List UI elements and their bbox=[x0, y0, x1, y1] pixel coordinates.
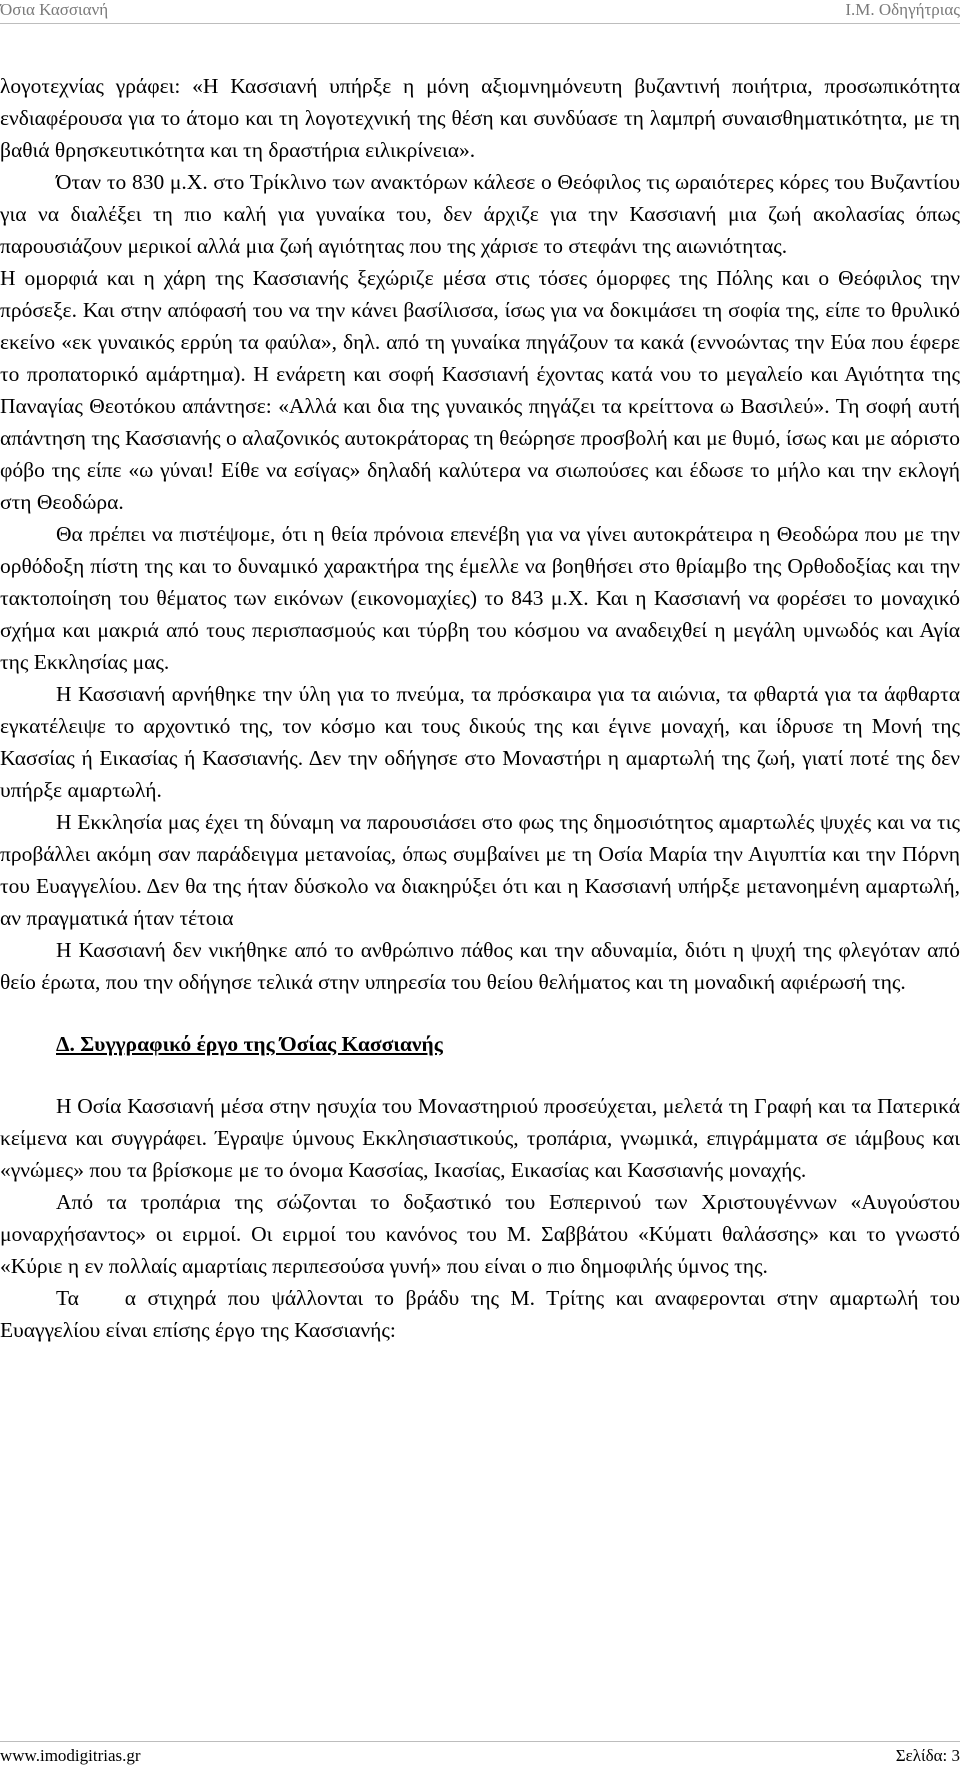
running-header bbox=[0, 0, 960, 24]
body-paragraph: Η Εκκλησία μας έχει τη δύναμη να παρουσιάσει στο φως της δημοσιότητος αμαρτωλές ψυχές και να τις προβάλλει ακόμη σαν παράδειγμα μετανοίας, όπως συμβαίνει με τη Οσία Μαρία την Αιγυπτία και την Πόρνη του Ευαγγελίου. Δεν θα της ήταν δύσκολο να διακηρύξει ότι και η Κασσιανή υπήρξε μετανοημένη αμαρτωλή, αν πραγματικά ήταν τέτοια bbox=[0, 810, 960, 930]
footer-page-number: Σελίδα: 3 bbox=[895, 1746, 960, 1765]
body-paragraph: Η ομορφιά και η χάρη της Κασσιανής ξεχώριζε μέσα στις τόσες όμορφες της Πόλης και ο Θεόφιλος την πρόσεξε. Και στην απόφασή του να την κάνει βασίλισσα, ίσως για να δοκιμάσει τη σοφία της, είπε το θρυλικό εκείνο «εκ γυναικός ερρύη τα φαύλα», δηλ. από τη γυναίκα πηγάζουν τα κακά (εννοώντας την Εύα που έφερε το προπατορικό αμάρτημα). Η ενάρετη και σοφή Κασσιανή έχοντας κατά νου το μεγαλείο και Αγιότητα της Παναγίας Θεοτόκου απάντησε: «Αλλά και δια της γυναικός πηγάζει τα κρείττονα ω Βασιλεύ». Τη σοφή αυτή απάντηση της Κασσιανής ο αλαζονικός αυτοκράτορας τη θεώρησε προσβολή και με θυμό, ίσως και με αόριστο φόβο της είπε «ω γύναι! Είθε να εσίγας» δηλαδή καλύτερα να σιωπούσες και έδωσε το μήλο και την εκλογή στη Θεοδώρα. bbox=[0, 266, 960, 514]
body-paragraph: λογοτεχνίας γράφει: «Η Κασσιανή υπήρξε η μόνη αξιομνημόνευτη βυζαντινή ποιήτρια, προσωπικότητα ενδιαφέρουσα για το άτομο και τη λογοτεχνική της θέση και συνδύασε τη λαμπρή συναισθηματικότητα, με τη βαθιά θρησκευτικότητα και τη δραστήρια ειλικρίνεια». bbox=[0, 74, 960, 162]
header-title-left: Όσια Κασσιανή bbox=[0, 0, 109, 19]
body-paragraph: Η Κασσιανή αρνήθηκε την ύλη για το πνεύμα, τα πρόσκαιρα για τα αιώνια, τα φθαρτά για τα άφθαρτα εγκατέλειψε το αρχοντικό της, τον κόσμο και τους δικούς της και έγινε μοναχή, και ίδρυσε τη Μονή της Κασσίας ή Εικασίας ή Κασσιανής. Δεν την οδήγησε στο Μοναστήρι η αμαρτωλή της ζωή, γιατί ποτέ της δεν υπήρξε αμαρτωλή. bbox=[0, 682, 960, 802]
body-paragraph: Από τα τροπάρια της σώζονται το δοξαστικό του Εσπερινού των Χριστουγέννων «Αυγούστου μοναρχήσαντος» οι ειρμοί. Οι ειρμοί του κανόνος του Μ. Σαββάτου «Κύματι θαλάσσης» και το γνωστό «Κύριε η εν πολλαίς αμαρτίαις περιπεσούσα γυνή» που είναι ο πιο δημοφιλής ύμνος της. bbox=[0, 1190, 960, 1278]
header-title-right: Ι.Μ. Οδηγήτριας bbox=[845, 0, 960, 19]
body-paragraph: Τα α στιχηρά που ψάλλονται το βράδυ της Μ. Τρίτης και αναφερονται στην αμαρτωλή του Ευαγγελίου είναι επίσης έργο της Κασσιανής: bbox=[0, 1286, 960, 1342]
body-paragraph: Η Οσία Κασσιανή μέσα στην ησυχία του Μοναστηριού προσεύχεται, μελετά τη Γραφή και τα Πατερικά κείμενα και συγγράφει. Έγραψε ύμνους Εκκλησιαστικούς, τροπάρια, γνωμικά, επιγράμματα σε ιάμβους και «γνώμες» που τα βρίσκομε με το όνομα Κασσίας, Ικασίας, Εικασίας και Κασσιανής μοναχής. bbox=[0, 1094, 960, 1182]
running-footer bbox=[0, 1742, 960, 1766]
header-divider bbox=[0, 23, 960, 24]
body-paragraph: Η Κασσιανή δεν νικήθηκε από το ανθρώπινο πάθος και την αδυναμία, διότι η ψυχή της φλεγόταν από θείο έρωτα, που την οδήγησε τελικά στην υπηρεσία του θείου θελήματος και τη μοναδική αφιέρωσή της. bbox=[0, 938, 960, 994]
footer-website: www.imodigitrias.gr bbox=[0, 1746, 141, 1765]
body-paragraph: Όταν το 830 μ.Χ. στο Τρίκλινο των ανακτόρων κάλεσε ο Θεόφιλος τις ωραιότερες κόρες του Βυζαντίου για να διαλέξει τη πιο καλή για γυναίκα του, δεν άρχιζε για την Κασσιανή μια ζωή ακολασίας όπως παρουσιάζουν μερικοί αλλά μια ζωή αγιότητας που της χάρισε το στεφάνι της αιωνιότητας. bbox=[0, 170, 960, 258]
page-body bbox=[0, 70, 960, 1346]
section-heading: Δ. Συγγραφικό έργο της Όσίας Κασσιανής bbox=[56, 1032, 443, 1056]
body-paragraph: Θα πρέπει να πιστέψομε, ότι η θεία πρόνοια επενέβη για να γίνει αυτοκράτειρα η Θεοδώρα που με την ορθόδοξη πίστη της και το δυναμικό χαρακτήρα της έμελλε να βοηθήσει στο θρίαμβο της Ορθοδοξίας και την τακτοποίηση του θέματος των εικόνων (εικονομαχίες) το 843 μ.Χ. Και η Κασσιανή να φορέσει το μοναχικό σχήμα και μακριά από τους περισπασμούς και τύρβη του κόσμου να αναδειχθεί η μεγάλη υμνωδός και Αγία της Εκκλησίας μας. bbox=[0, 522, 960, 674]
